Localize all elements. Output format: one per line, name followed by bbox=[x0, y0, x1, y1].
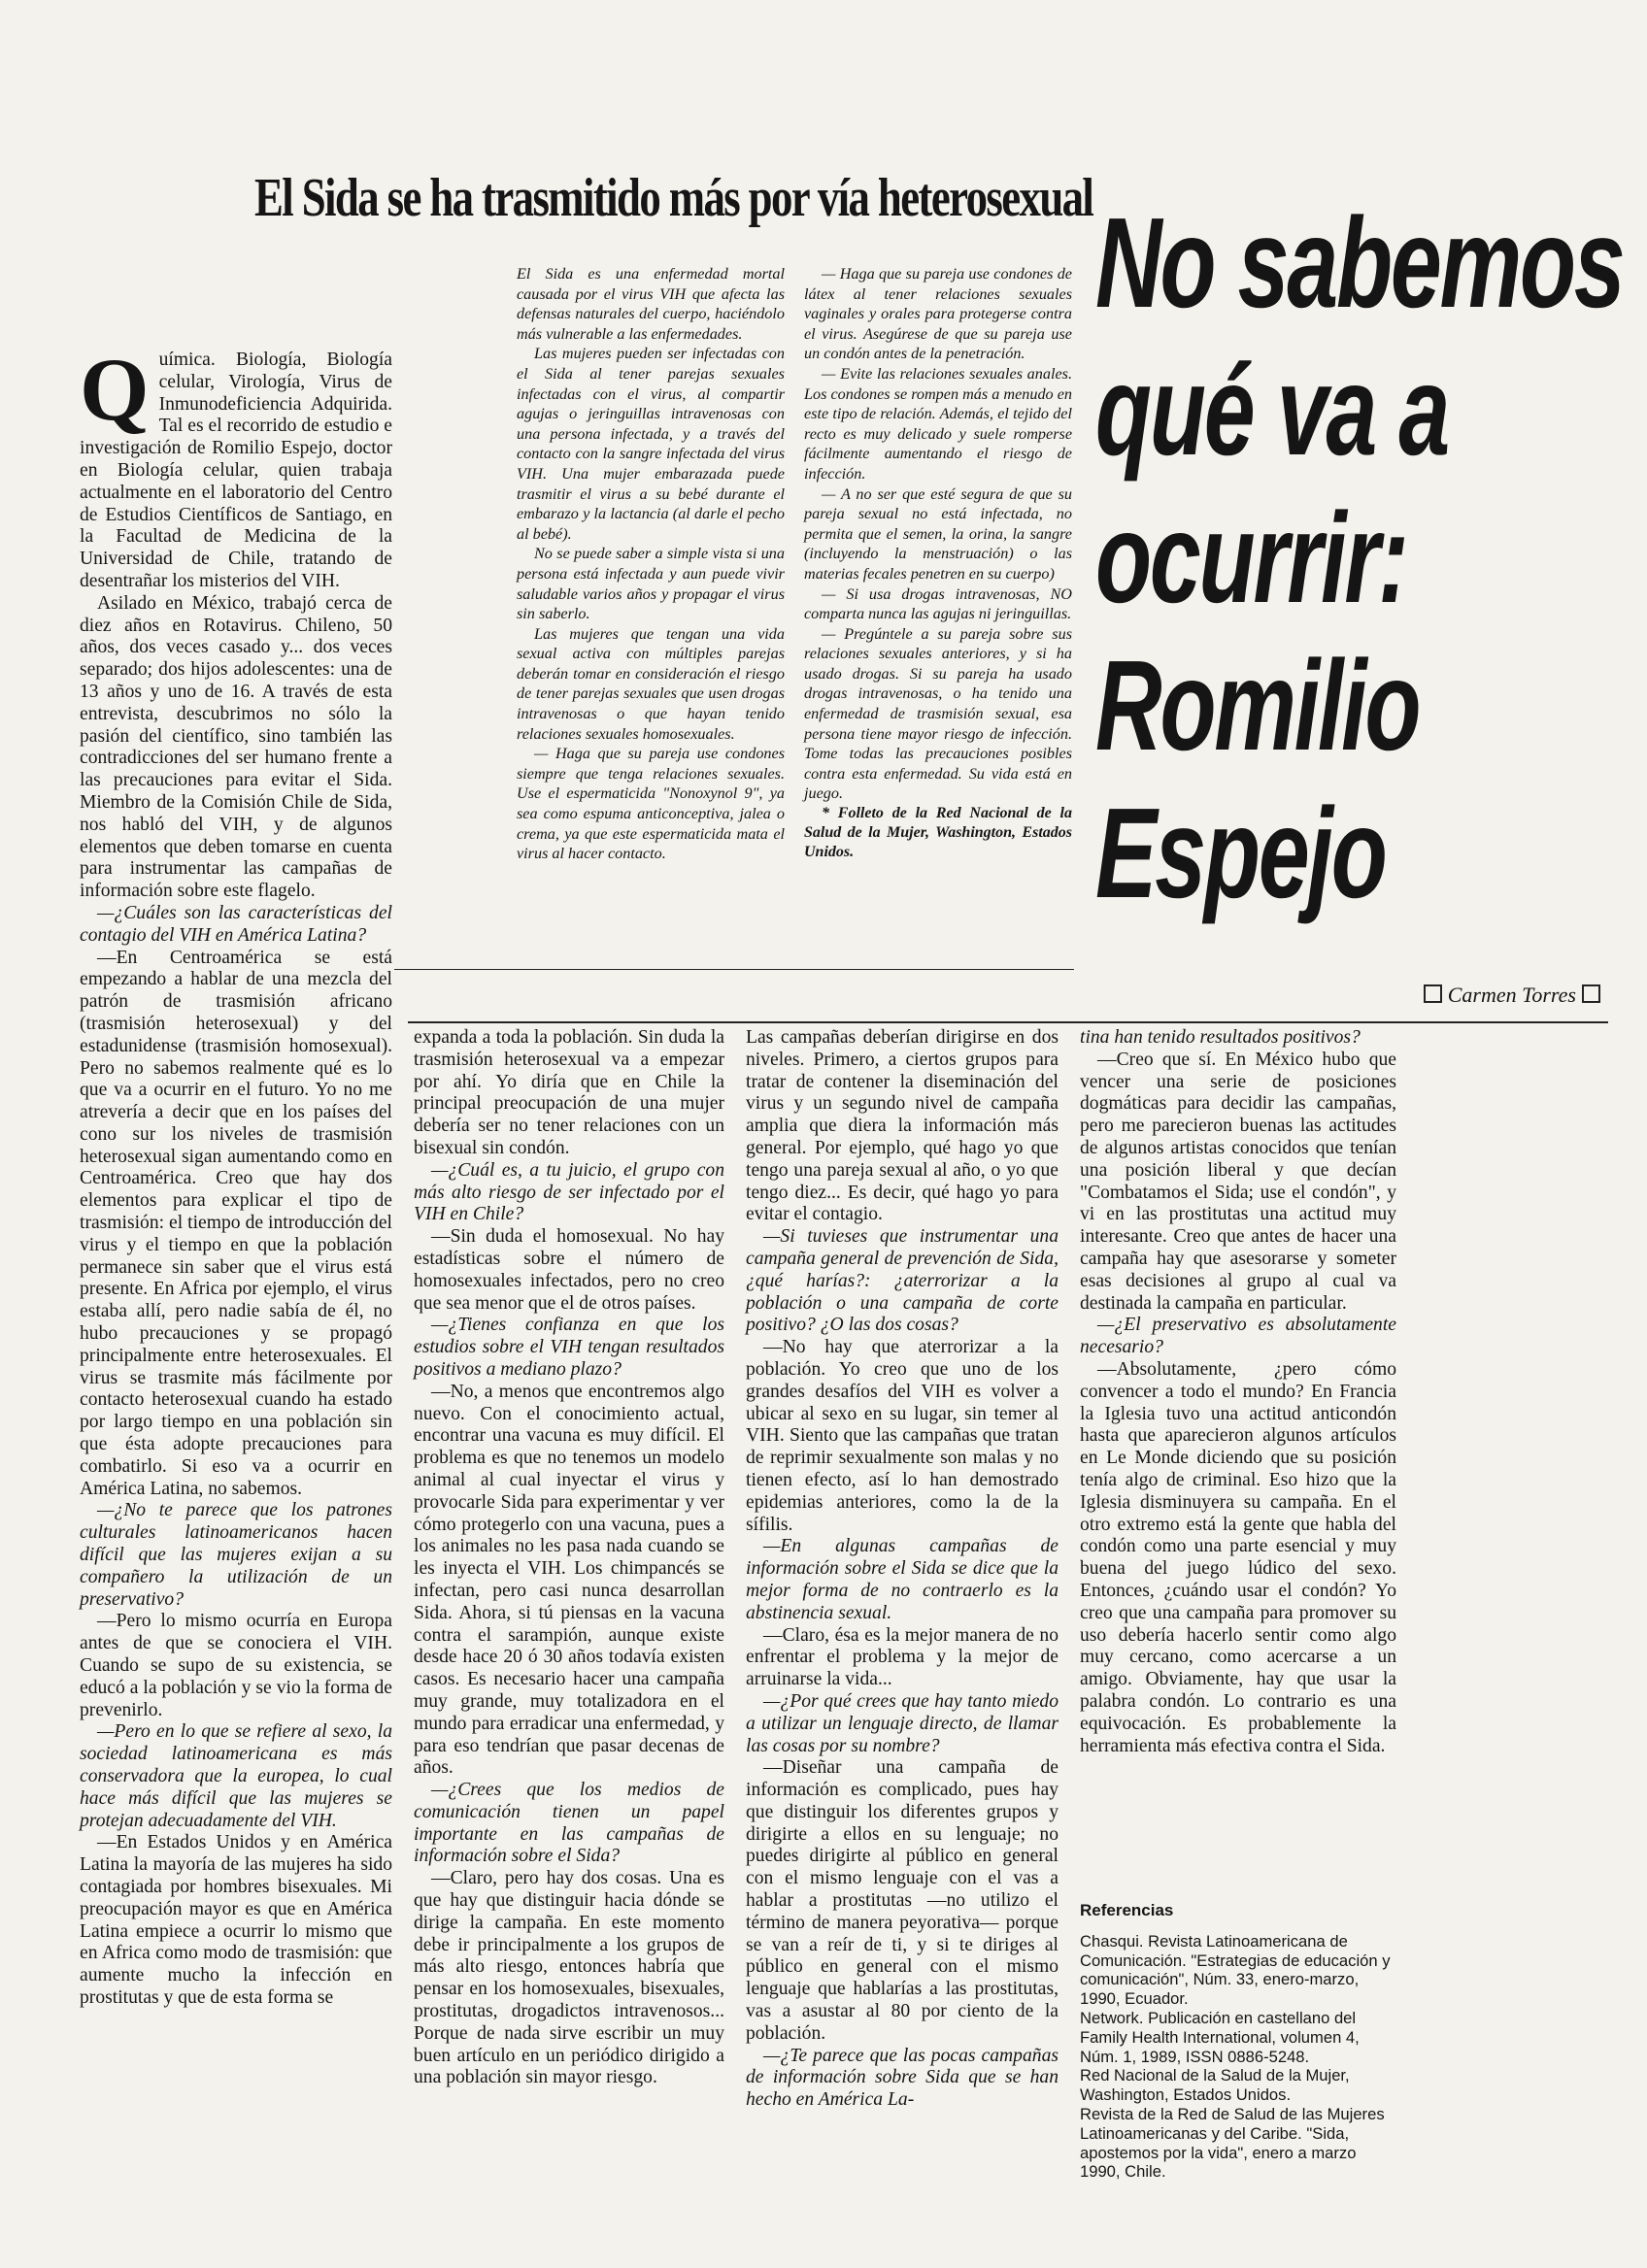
paragraph-text: —En algunas campañas de información sobre el Sida se dice que la mejor forma de no contraerlo es la abstinencia sexual. bbox=[746, 1536, 1059, 1623]
sidebar-footnote: * Folleto de la Red Nacional de la Salud de la Mujer, Washington, Estados Unidos. bbox=[804, 805, 1072, 861]
interview-question bbox=[80, 903, 392, 948]
interview-question bbox=[746, 1691, 1059, 1757]
paragraph bbox=[80, 340, 392, 593]
paragraph-text: —¿No te parece que los patrones culturales latinoamericanos hacen difícil que las mujeres exijan a su compañero la utilización de un preservativo? bbox=[80, 1500, 392, 1610]
sidebar-paragraph: — A no ser que esté segura de que su pareja sexual no está infectada, no permita que el semen, la orina, la sangre (incluyendo la menstruación) o las materias fecales penetren en su cuerpo) bbox=[804, 484, 1072, 583]
title-line: Romilio bbox=[1095, 634, 1420, 777]
paragraph bbox=[80, 1832, 392, 2009]
interview-question bbox=[746, 1536, 1059, 1624]
interview-question bbox=[746, 1226, 1059, 1337]
paragraph-text: —¿Crees que los medios de comunicación tienen un papel importante en las campañas de información sobre el Sida? bbox=[414, 1780, 724, 1867]
column-2 bbox=[414, 1027, 724, 2089]
byline bbox=[1418, 983, 1606, 1008]
paragraph bbox=[746, 1625, 1059, 1691]
sidebar-paragraph: Las mujeres que tengan una vida sexual activa con múltiples parejas deberán tomar en consideración el riesgo de tener parejas sexuales que usen drogas intravenosas o que hayan tenido relaciones sexuales homosexuales. bbox=[517, 624, 785, 743]
paragraph-text: —Absolutamente, ¿pero cómo convencer a todo el mundo? En Francia la Iglesia tuvo una actitud anticondón hasta que aparecieron algunos artículos en Le Monde diciendo que su posición tenía algo de criminal. Eso hizo que la Iglesia disminuyera su campaña. En el otro extremo está la gente que habla del condón como una parte esencial y muy buena del juego lúdico del sexo. Entonces, ¿cuándo usar el condón? Yo creo que una campaña para promover su uso debería hacerlo sentir como algo muy cercano, como acercarse a un amigo. Obviamente, hay que usar la palabra condón. Lo contrario es una equivocación. Es probablemente la herramienta más efectiva contra el Sida. bbox=[1080, 1358, 1396, 1756]
paragraph-text: Las campañas deberían dirigirse en dos niveles. Primero, a ciertos grupos para tratar de contener la diseminación del virus y un segundo nivel de campaña amplia que diera la información más general. Por ejemplo, qué hago yo que tengo una pareja sexual al año, o yo que tengo diez... Es decir, qué hago yo para evitar el contagio. bbox=[746, 1027, 1059, 1225]
paragraph-text: —¿Cuáles son las características del contagio del VIH en América Latina? bbox=[80, 902, 392, 946]
paragraph-text: —Si tuvieses que instrumentar una campaña general de prevención de Sida, ¿qué harías?: ¿aterrorizar a la población o una campaña de corte positivo? ¿O las dos cosas? bbox=[746, 1226, 1059, 1336]
paragraph bbox=[414, 1226, 724, 1315]
paragraph-text: tina han tenido resultados positivos? bbox=[1080, 1027, 1361, 1048]
sidebar-paragraph: — Evite las relaciones sexuales anales. Los condones se rompen más a menudo en este tipo de relación. Además, el tejido del recto es muy delicado y suele romperse fácilmente aumentando el riesgo de infección. bbox=[804, 364, 1072, 483]
paragraph bbox=[1080, 1050, 1396, 1316]
title-line: Espejo bbox=[1095, 782, 1386, 924]
paragraph bbox=[1080, 1359, 1396, 1757]
references-heading: Referencias bbox=[1080, 1901, 1174, 1919]
paragraph bbox=[80, 1611, 392, 1721]
paragraph-text: —Claro, ésa es la mejor manera de no enfrentar el problema y la mejor de arruinarse la vida... bbox=[746, 1624, 1059, 1690]
title-line: qué va a bbox=[1095, 339, 1449, 482]
sidebar-paragraph: — Pregúntele a su pareja sobre sus relaciones sexuales anteriores, y si ha usado drogas. Si su pareja ha usado drogas intravenosas, o ha tenido una enfermedad de trasmisión sexual, esa persona tiene mayor riesgo de infección. Tome todas las precauciones posibles contra esta enfermedad. Su vida está en juego. bbox=[804, 624, 1072, 803]
reference-item: Network. Publicación en castellano del Family Health International, volumen 4, Núm. 1, 1989, ISSN 0886-5248. bbox=[1080, 2008, 1360, 2066]
interview-question bbox=[1080, 1315, 1396, 1359]
paragraph-text: —Creo que sí. En México hubo que vencer una serie de posiciones dogmáticas para decidir las campañas, pero me parecieron buenas las actitudes de algunos artistas conocidos que tenían una posición liberal y que decían "Combatamos el Sida; use el condón", y vi en las prostitutas una actitud muy interesante. Creo que antes de hacer una campaña hay que asesorarse y someter esas decisiones al grupo al cual va destinada la campaña en particular. bbox=[1080, 1049, 1396, 1314]
sidebar-paragraph: Las mujeres pueden ser infectadas con el Sida al tener parejas sexuales infectadas con el virus, al compartir agujas o jeringuillas intravenosas con una persona infectada, y a través del contacto con la sangre infectada del virus VIH. Una mujer embarazada puede trasmitir el virus a su bebé durante el embarazo y la lactancia (al darle el pecho al bebé). bbox=[517, 345, 785, 543]
paragraph-text: —¿Cuál es, a tu juicio, el grupo con más alto riesgo de ser infectado por el VIH en Chile? bbox=[414, 1159, 724, 1225]
paragraph bbox=[414, 1868, 724, 2089]
interview-question bbox=[80, 1721, 392, 1832]
interview-question bbox=[414, 1315, 724, 1381]
square-icon bbox=[1424, 984, 1442, 1003]
byline-author: Carmen Torres bbox=[1447, 983, 1576, 1007]
sidebar-paragraph: — Si usa drogas intravenosas, NO comparta nunca las agujas ni jeringuillas. bbox=[804, 584, 1072, 623]
paragraph-text: —Pero en lo que se refiere al sexo, la sociedad latinoamericana es más conservadora que la europea, lo cual hace más difícil que las mujeres se protejan adecuadamente del VIH. bbox=[80, 1721, 392, 1831]
article-title bbox=[1095, 189, 1624, 927]
sidebar-column-a bbox=[517, 264, 785, 864]
column-4 bbox=[1080, 1027, 1396, 1757]
reference-item: Revista de la Red de Salud de las Mujeres Latinoamericanas y del Caribe. "Sida, apostemos por la vida", enero a marzo 1990, Chile. bbox=[1080, 2104, 1385, 2182]
paragraph-text: —En Estados Unidos y en América Latina la mayoría de las mujeres ha sido contagiada por hombres bisexuales. Mi preocupación mayor es que en América Latina empiece a ocurrir lo mismo que en Africa como modo de trasmisión: que aumente mucho la infección en prostitutas y que de esta forma se bbox=[80, 1832, 392, 2008]
title-line: ocurrir: bbox=[1095, 486, 1407, 629]
paragraph bbox=[414, 1382, 724, 1780]
paragraph-text: —¿Te parece que las pocas campañas de información sobre Sida que se han hecho en América La- bbox=[746, 2045, 1059, 2111]
paragraph-text: expanda a toda la población. Sin duda la trasmisión heterosexual va a empezar por ahí. Yo diría que en Chile la principal preocupación de una mujer debería ser no tener relaciones con un bisexual sin condón. bbox=[414, 1027, 724, 1158]
column-1 bbox=[80, 340, 392, 2010]
paragraph-text: —No hay que aterrorizar a la población. Yo creo que uno de los grandes desafíos del VIH es volver a ubicar al sexo en su lugar, sin temer al VIH. Siento que las campañas que tratan de reprimir sexualmente son malas y no tienen efecto, así lo han demostrado epidemias anteriores, como la de la sífilis. bbox=[746, 1337, 1059, 1535]
paragraph-text: —En Centroamérica se está empezando a hablar de una mezcla del patrón de trasmisión africano (trasmisión heterosexual) y del estadunidense (trasmisión homosexual). Pero no sabemos realmente qué es lo que va a ocurrir en el futuro. Yo no me atrevería a decir que en los países del cono sur los niveles de trasmisión heterosexual sigan aumentando como en Centroamérica. Creo que hay dos elementos para explicar el tipo de trasmisión: el tiempo de introducción del virus y el tiempo en que la población permanece sin saber que el virus está presente. En Africa por ejemplo, el virus estaba allí, pero nadie sabía de él, no hubo precauciones y se propagó principalmente entre heterosexuales. El virus se trasmite más fácilmente por contacto heterosexual cuando ha estado por largo tiempo en una población sin que ésta adopte precauciones para combatirlo. Si eso va a ocurrir en América Latina, no sabemos. bbox=[80, 947, 392, 1499]
paragraph-text: —Diseñar una campaña de información es complicado, pues hay que distinguir los diferentes grupos y dirigirte a ellos en su lenguaje; no puedes dirigirte al público en general con el mismo lenguaje con el vas a hablar a prostitutas —no utilizo el término de manera peyorativa— porque se van a reír de ti, y si te diriges al público en general con el mismo lenguaje que hablarías a las prostitutas, vas a asustar al 80 por ciento de la población. bbox=[746, 1757, 1059, 2044]
paragraph bbox=[80, 948, 392, 1501]
paragraph-text: —Sin duda el homosexual. No hay estadísticas sobre el número de homosexuales infectados, pero no creo que sea menor que el de otros países. bbox=[414, 1226, 724, 1314]
sidebar-paragraph: No se puede saber a simple vista si una persona está infectada y aun puede vivir saludable varios años y propagar el virus sin saberlo. bbox=[517, 545, 785, 623]
article-subtitle: El Sida se ha trasmitido más por vía heterosexual bbox=[254, 168, 1093, 228]
interview-question bbox=[80, 1500, 392, 1611]
byline-rule bbox=[408, 1021, 1608, 1023]
sidebar-paragraph: El Sida es una enfermedad mortal causada por el virus VIH que afecta las defensas naturales del cuerpo, haciéndolo más vulnerable a las enfermedades. bbox=[517, 265, 785, 343]
paragraph-text: —No, a menos que encontremos algo nuevo. Con el conocimiento actual, encontrar una vacuna es muy difícil. El problema es que no tenemos un modelo animal al cual inyectar el virus y provocarle Sida para experimentar y ver cómo protegerlo con una vacuna, pues a los animales no les pasa nada cuando se les inyecta el VIH. Los chimpancés se infectan, pero casi nunca desarrollan Sida. Ahora, si tú piensas en la vacuna contra el sarampión, aunque existe desde hace 20 ó 30 años todavía existen casos. Es necesario hacer una campaña muy grande, muy totalizadora en el mundo para erradicar una enfermedad, y para eso tendrían que pasar decenas de años. bbox=[414, 1381, 724, 1779]
title-line: No sabemos bbox=[1095, 191, 1624, 334]
paragraph bbox=[746, 1757, 1059, 2045]
paragraph-text: —¿El preservativo es absolutamente necesario? bbox=[1080, 1315, 1396, 1358]
reference-item: Chasqui. Revista Latinoamericana de Comunicación. "Estrategias de educación y comunicación", Núm. 33, enero-marzo, 1990, Ecuador. bbox=[1080, 1931, 1391, 2009]
paragraph-text: —Pero lo mismo ocurría en Europa antes de que se conociera el VIH. Cuando se supo de su existencia, se educó a la población y se vio la forma de prevenirlo. bbox=[80, 1611, 392, 1720]
paragraph-text: Asilado en México, trabajó cerca de diez años en Rotavirus. Chileno, 50 años, dos veces casado y... dos veces separado; dos hijos adolescentes: una de 13 años y uno de 16. A través de esta entrevista, descubrimos no sólo la pasión del científico, sino también las contradicciones del ser humano frente a las precauciones para evitar el Sida. Miembro de la Comisión Chile de Sida, nos habló del VIH, y de algunos elementos que deben tomarse en cuenta para instrumentar las campañas de información sobre este flagelo. bbox=[80, 592, 392, 902]
paragraph bbox=[746, 1027, 1059, 1226]
paragraph bbox=[414, 1027, 724, 1160]
paragraph-text: —¿Por qué crees que hay tanto miedo a utilizar un lenguaje directo, de llamar las cosas por su nombre? bbox=[746, 1690, 1059, 1756]
paragraph-text: uímica. Biología, Biología celular, Virología, Virus de Inmunodeficiencia Adquirida. Tal es el recorrido de estudio e investigación de Romilio Espejo, doctor en Biología celular, quien trabaja actualmente en el laboratorio del Centro de Estudios Científicos de Santiago, en la Facultad de Medicina de la Universidad de Chile, tratando de desentrañar los misterios del VIH. bbox=[80, 350, 392, 591]
paragraph-text: —¿Tienes confianza en que los estudios sobre el VIH tengan resultados positivos a mediano plazo? bbox=[414, 1315, 724, 1380]
reference-item: Red Nacional de la Salud de la Mujer, Washington, Estados Unidos. bbox=[1080, 2066, 1350, 2105]
sidebar-column-b bbox=[804, 264, 1072, 862]
references bbox=[1080, 1884, 1398, 2182]
square-icon bbox=[1582, 984, 1600, 1003]
paragraph bbox=[746, 1337, 1059, 1536]
sidebar-paragraph: — Haga que su pareja use condones siempre que tenga relaciones sexuales. Use el espermaticida "Nonoxynol 9", ya sea como espuma anticonceptiva, jalea o crema, ya que este espermaticida mata el virus al hacer contacto. bbox=[517, 745, 785, 863]
interview-question bbox=[414, 1780, 724, 1868]
sidebar-paragraph: — Haga que su pareja use condones de látex al tener relaciones sexuales vaginales y orales para protegerse contra el virus. Asegúrese de que su pareja use un condón antes de la penetración. bbox=[804, 265, 1072, 363]
paragraph-text: —Claro, pero hay dos cosas. Una es que hay que distinguir hacia dónde se dirige la campaña. En este momento debe ir principalmente a los grupos de más alto riesgo, entonces habría que pensar en los homosexuales, bisexuales, prostitutas, drogadictos intravenosos... Porque de nada sirve escribir un muy buen artículo en un periódico dirigido a una población sin mayor riesgo. bbox=[414, 1868, 724, 2088]
interview-question bbox=[414, 1160, 724, 1226]
paragraph bbox=[80, 593, 392, 903]
sidebar-rule bbox=[394, 969, 1074, 970]
drop-cap: Q bbox=[80, 340, 150, 439]
column-3 bbox=[746, 1027, 1059, 2112]
interview-question bbox=[1080, 1027, 1396, 1050]
interview-question bbox=[746, 2046, 1059, 2112]
